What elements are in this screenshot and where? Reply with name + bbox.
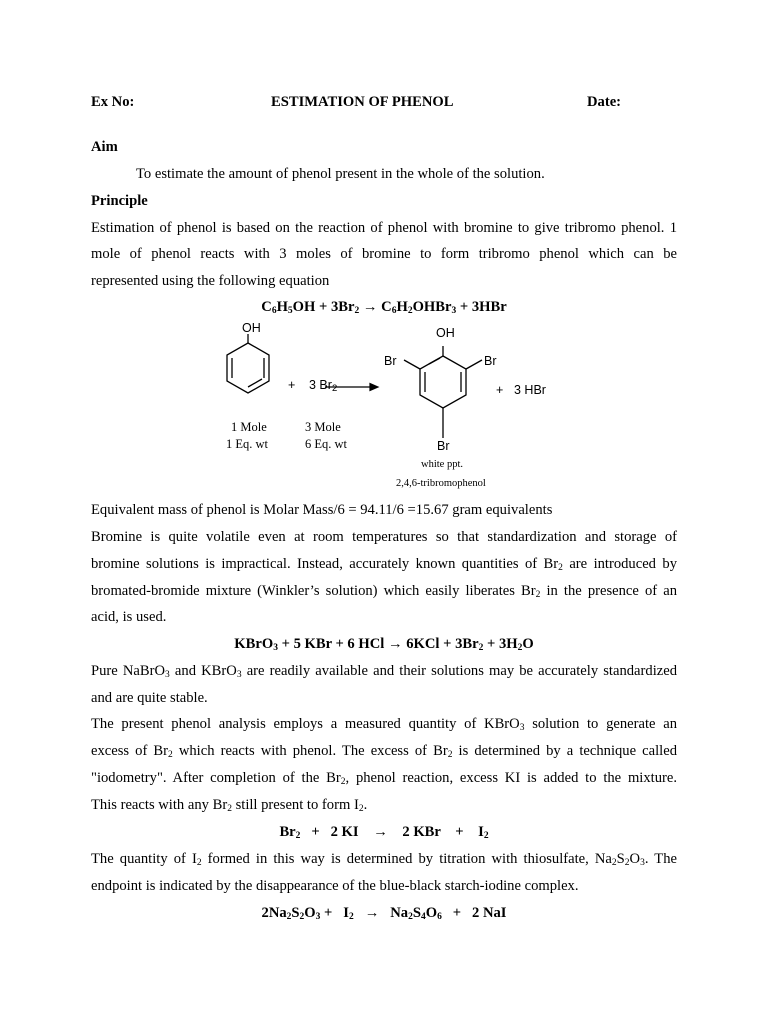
tribromophenol-ring — [404, 346, 482, 438]
bromine-line-3: bromated-bromide mixture (Winkler’s solution) which easily liberates $Br_2$ in the presence of an — [91, 583, 677, 600]
label-br-bottom: Br — [437, 439, 450, 453]
label-phenol-eq: 1 Eq. wt — [226, 437, 269, 451]
date-label: Date: — [587, 94, 622, 110]
bromine-line-1: Bromine is quite volatile even at room temperatures so that standardization and storage of — [91, 529, 677, 545]
equation-winkler: KBrO$_3$ + 5 KBr + 6 HCl → $6KCl + 3Br_2 + 3H_2O$ — [234, 636, 534, 653]
titration-line-1: The quantity of $I_2$ formed in this way is determined by titration with thiosulfate, $Na_2S_2O_3$. The — [91, 851, 677, 868]
label-hbr: 3 HBr — [514, 383, 546, 397]
label-oh-phenol: OH — [242, 321, 261, 335]
label-white-ppt: white ppt. — [421, 459, 463, 470]
analysis-line-4: This reacts with any $Br_2$ still present to form $I_2$. — [91, 797, 368, 814]
equation-thiosulfate: $2Na_2S_2O_3 + I_2$ → $Na_2S_4O_6 + 2$ NaI — [261, 905, 507, 922]
label-bromine-eq: 6 Eq. wt — [305, 437, 348, 451]
analysis-line-3: "iodometry". After completion of the $Br_2$, phenol reaction, excess KI is added to the mixture. — [91, 770, 677, 787]
aim-text: To estimate the amount of phenol present in the whole of the solution. — [136, 166, 545, 182]
equation-bromination: $C_6H_5OH + 3Br_2$ → $C_6H_2OHBr_3 + 3HBr$ — [261, 299, 507, 316]
label-br-left: Br — [384, 354, 397, 368]
bromate-line-1: Pure NaBrO$_3$ and KBrO$_3$ are readily available and their solutions may be accurately standardized — [91, 663, 677, 680]
phenol-ring — [227, 334, 269, 393]
label-phenol-mole: 1 Mole — [231, 420, 267, 434]
reaction-structures — [210, 320, 570, 495]
reaction-diagram — [210, 320, 570, 495]
label-product-name: 2,4,6-tribromophenol — [396, 478, 486, 489]
label-oh-product: OH — [436, 326, 455, 340]
analysis-line-1: The present phenol analysis employs a measured quantity of KBrO$_3$ solution to generate an — [91, 716, 677, 733]
ex-no-label: Ex No: — [91, 94, 135, 110]
bromate-line-2: and are quite stable. — [91, 690, 208, 706]
document-title: ESTIMATION OF PHENOL — [271, 94, 454, 110]
bromine-line-4: acid, is used. — [91, 609, 167, 625]
principle-line-1: Estimation of phenol is based on the reaction of phenol with bromine to give tribromo phenol. 1 — [91, 220, 677, 236]
label-bromine-mole: 3 Mole — [305, 420, 341, 434]
label-plus-1: + — [288, 378, 296, 392]
principle-line-2: mole of phenol reacts with 3 moles of bromine to form tribromo phenol which can be — [91, 246, 677, 262]
titration-line-2: endpoint is indicated by the disappearance of the blue-black starch-iodine complex. — [91, 878, 579, 894]
principle-line-3: represented using the following equation — [91, 273, 330, 289]
principle-heading: Principle — [91, 193, 148, 209]
label-reagent-bromine: 3 $Br_2$ — [309, 378, 338, 394]
equation-iodide: $Br_2 + 2$ KI → 2 KBr + $I_2$ — [279, 824, 489, 841]
bromine-line-2: bromine solutions is impractical. Instead, accurately known quantities of $Br_2$ are introduced by — [91, 556, 677, 573]
analysis-line-2: excess of $Br_2$ which reacts with phenol. The excess of $Br_2$ is determined by a technique called — [91, 743, 677, 760]
label-plus-2: + — [496, 383, 504, 397]
label-br-right: Br — [484, 354, 497, 368]
aim-heading: Aim — [91, 139, 118, 155]
equivalent-mass-line: Equivalent mass of phenol is Molar Mass/6 = 94.11/6 =15.67 gram equivalents — [91, 502, 553, 518]
